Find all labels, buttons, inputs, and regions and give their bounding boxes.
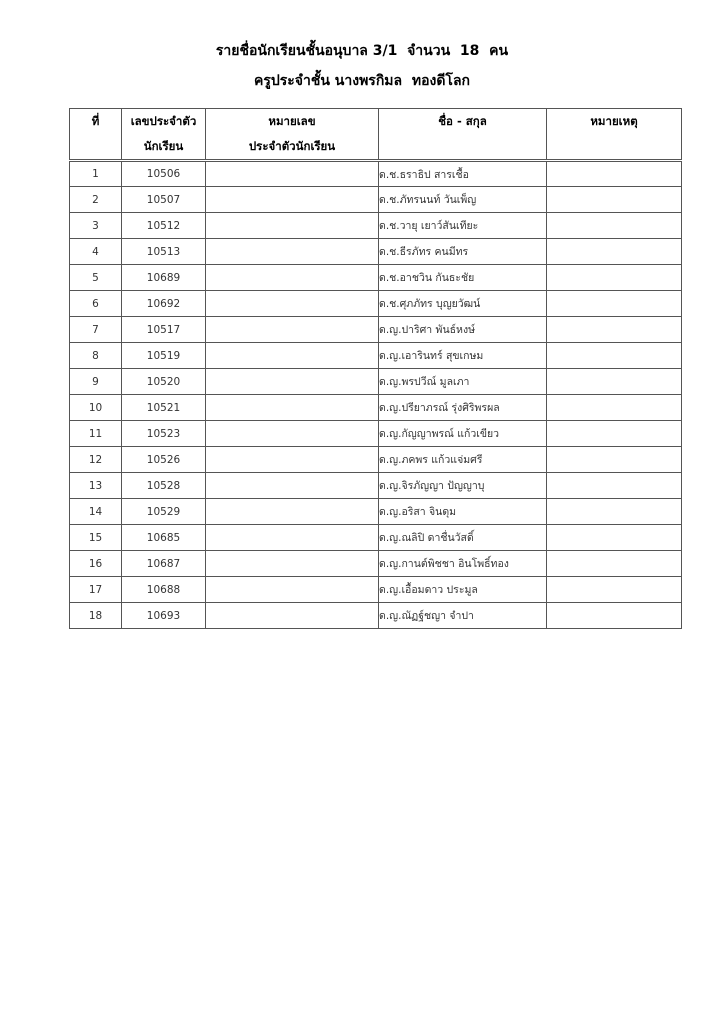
- table-row: [70, 499, 682, 525]
- cell-name: ด.ญ.พรปวีณ์ มูลเภา: [379, 369, 547, 395]
- cell-national-id: [206, 473, 379, 499]
- table-header-row: [70, 109, 682, 135]
- cell-name: ด.ญ.ปรียาภรณ์ รุ่งศิริพรผล: [379, 395, 547, 421]
- cell-no: 18: [70, 603, 122, 629]
- cell-remark: [547, 239, 682, 265]
- cell-national-id: [206, 291, 379, 317]
- cell-no: 14: [70, 499, 122, 525]
- cell-national-id: [206, 265, 379, 291]
- table-row: [70, 161, 682, 187]
- cell-student-id: 10506: [122, 161, 206, 187]
- cell-no: 9: [70, 369, 122, 395]
- column-header-national-id-line2: ประจำตัวนักเรียน: [206, 135, 379, 161]
- cell-national-id: [206, 395, 379, 421]
- table-row: [70, 603, 682, 629]
- table-row: [70, 369, 682, 395]
- cell-remark: [547, 213, 682, 239]
- cell-student-id: 10692: [122, 291, 206, 317]
- cell-national-id: [206, 525, 379, 551]
- table-body: [70, 161, 682, 629]
- cell-national-id: [206, 551, 379, 577]
- cell-national-id: [206, 187, 379, 213]
- cell-no: 3: [70, 213, 122, 239]
- cell-name: ด.ญ.ณลิปิ ดาชื่นวัสดิ์: [379, 525, 547, 551]
- cell-name: ด.ญ.ภคพร แก้วแจ่มศรี: [379, 447, 547, 473]
- cell-national-id: [206, 161, 379, 187]
- cell-no: 11: [70, 421, 122, 447]
- cell-name: ด.ช.ภัทรนนท์ วันเพ็ญ: [379, 187, 547, 213]
- table-row: [70, 187, 682, 213]
- cell-no: 4: [70, 239, 122, 265]
- cell-student-id: 10512: [122, 213, 206, 239]
- cell-remark: [547, 161, 682, 187]
- cell-remark: [547, 447, 682, 473]
- cell-name: ด.ญ.กัญญาพรณ์ แก้วเขียว: [379, 421, 547, 447]
- cell-name: ด.ช.ธราธิป สารเชื้อ: [379, 161, 547, 187]
- column-header-student-id-line2: นักเรียน: [122, 135, 206, 161]
- table-row: [70, 239, 682, 265]
- cell-no: 2: [70, 187, 122, 213]
- cell-remark: [547, 499, 682, 525]
- cell-student-id: 10689: [122, 265, 206, 291]
- column-header-national-id: หมายเลข: [206, 109, 379, 135]
- column-header-student-id: เลขประจำตัว: [122, 109, 206, 135]
- cell-national-id: [206, 421, 379, 447]
- cell-national-id: [206, 603, 379, 629]
- cell-student-id: 10526: [122, 447, 206, 473]
- cell-remark: [547, 577, 682, 603]
- table-row: [70, 525, 682, 551]
- cell-student-id: 10687: [122, 551, 206, 577]
- table-row: [70, 473, 682, 499]
- cell-no: 5: [70, 265, 122, 291]
- cell-no: 6: [70, 291, 122, 317]
- table-row: [70, 265, 682, 291]
- cell-national-id: [206, 369, 379, 395]
- table-row: [70, 421, 682, 447]
- cell-student-id: 10693: [122, 603, 206, 629]
- cell-student-id: 10685: [122, 525, 206, 551]
- column-header-no: ที่: [70, 109, 122, 135]
- cell-remark: [547, 369, 682, 395]
- table-header-row-2: [70, 135, 682, 161]
- cell-student-id: 10528: [122, 473, 206, 499]
- table-row: [70, 317, 682, 343]
- cell-national-id: [206, 213, 379, 239]
- column-header-remark: หมายเหตุ: [547, 109, 682, 135]
- table-row: [70, 343, 682, 369]
- cell-remark: [547, 343, 682, 369]
- cell-student-id: 10523: [122, 421, 206, 447]
- cell-national-id: [206, 499, 379, 525]
- cell-national-id: [206, 317, 379, 343]
- cell-name: ด.ช.อาชวิน กันธะชัย: [379, 265, 547, 291]
- cell-name: ด.ช.วายุ เยาว์สันเทียะ: [379, 213, 547, 239]
- cell-name: ด.ญ.อริสา จินดุม: [379, 499, 547, 525]
- cell-national-id: [206, 577, 379, 603]
- cell-no: 16: [70, 551, 122, 577]
- cell-national-id: [206, 239, 379, 265]
- table-row: [70, 395, 682, 421]
- cell-remark: [547, 187, 682, 213]
- column-header-name: ชื่อ - สกุล: [379, 109, 547, 135]
- table-row: [70, 577, 682, 603]
- cell-remark: [547, 317, 682, 343]
- cell-remark: [547, 551, 682, 577]
- cell-no: 12: [70, 447, 122, 473]
- cell-name: ด.ญ.ปาริศา พันธ์หงษ์: [379, 317, 547, 343]
- cell-no: 17: [70, 577, 122, 603]
- cell-name: ด.ญ.เอารินทร์ สุขเกษม: [379, 343, 547, 369]
- cell-student-id: 10513: [122, 239, 206, 265]
- cell-name: ด.ญ.เอื้อมดาว ประมูล: [379, 577, 547, 603]
- cell-name: ด.ญ.กานต์พิชชา อินโพธิ์ทอง: [379, 551, 547, 577]
- cell-student-id: 10507: [122, 187, 206, 213]
- column-header-no-cont: [70, 135, 122, 161]
- cell-name: ด.ญ.จิรภัญญา ปัญญาบุ: [379, 473, 547, 499]
- cell-remark: [547, 291, 682, 317]
- table-row: [70, 447, 682, 473]
- cell-name: ด.ช.ศุภภัทร บุญยวัฒน์: [379, 291, 547, 317]
- cell-remark: [547, 603, 682, 629]
- cell-student-id: 10521: [122, 395, 206, 421]
- cell-student-id: 10517: [122, 317, 206, 343]
- cell-no: 8: [70, 343, 122, 369]
- cell-national-id: [206, 447, 379, 473]
- page-title: รายชื่อนักเรียนชั้นอนุบาล 3/1 จำนวน 18 คน: [215, 43, 509, 59]
- cell-name: ด.ช.ธีรภัทร คนมีทร: [379, 239, 547, 265]
- cell-remark: [547, 265, 682, 291]
- student-roster-table: [69, 108, 682, 629]
- cell-no: 13: [70, 473, 122, 499]
- cell-student-id: 10688: [122, 577, 206, 603]
- cell-remark: [547, 525, 682, 551]
- cell-remark: [547, 473, 682, 499]
- cell-remark: [547, 421, 682, 447]
- column-header-name-cont: [379, 135, 547, 161]
- cell-no: 10: [70, 395, 122, 421]
- teacher-subtitle: ครูประจำชั้น นางพรกิมล ทองดีโลก: [253, 73, 470, 89]
- cell-remark: [547, 395, 682, 421]
- cell-no: 1: [70, 161, 122, 187]
- table-row: [70, 213, 682, 239]
- column-header-remark-cont: [547, 135, 682, 161]
- cell-student-id: 10520: [122, 369, 206, 395]
- cell-no: 7: [70, 317, 122, 343]
- cell-national-id: [206, 343, 379, 369]
- cell-no: 15: [70, 525, 122, 551]
- cell-name: ด.ญ.ณัฏฐ์ชญา จำปา: [379, 603, 547, 629]
- table-row: [70, 551, 682, 577]
- cell-student-id: 10519: [122, 343, 206, 369]
- table-row: [70, 291, 682, 317]
- cell-student-id: 10529: [122, 499, 206, 525]
